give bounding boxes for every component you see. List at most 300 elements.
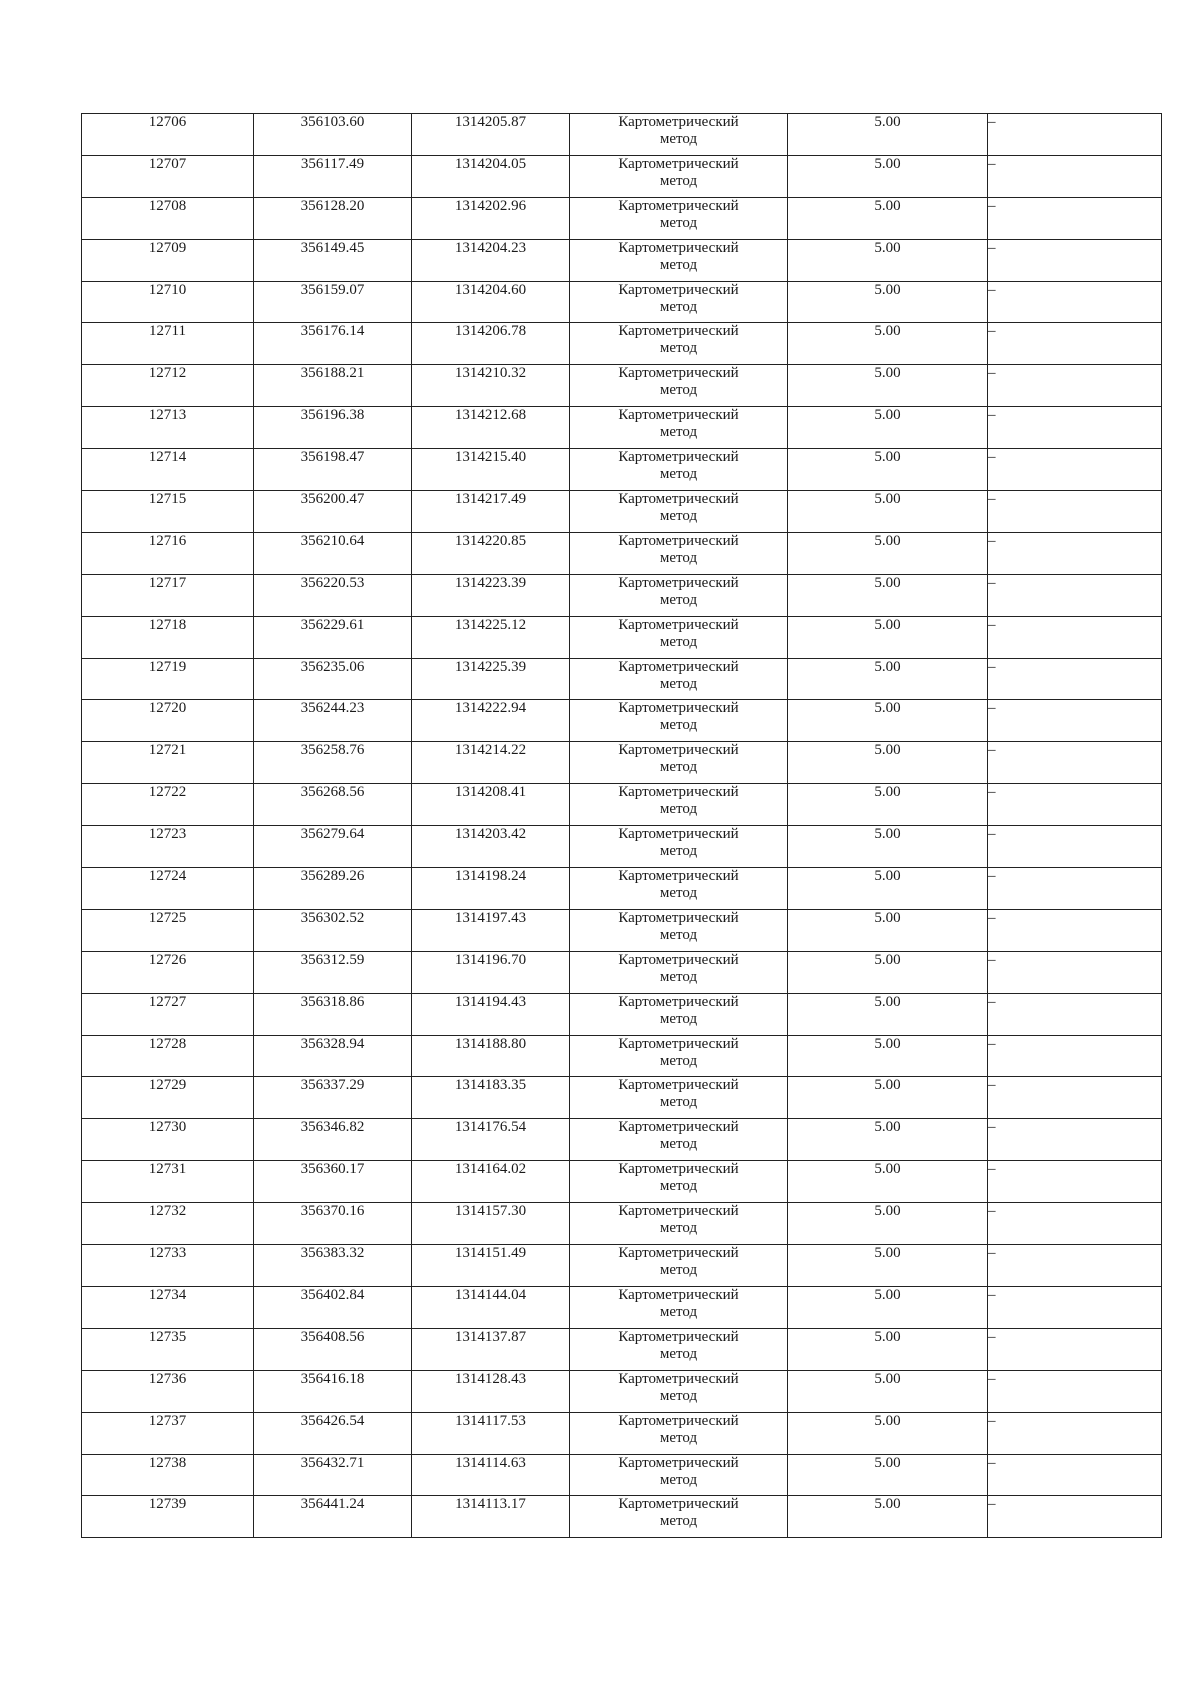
- y-coordinate-cell: 1314164.02: [412, 1161, 570, 1203]
- method-line-1: Картометрический: [618, 616, 739, 633]
- x-coordinate-cell: 356441.24: [254, 1496, 412, 1538]
- y-coordinate-cell: 1314114.63: [412, 1454, 570, 1496]
- x-coordinate-cell: 356416.18: [254, 1370, 412, 1412]
- table-row: [82, 1119, 1162, 1161]
- x-coordinate-cell: 356200.47: [254, 491, 412, 533]
- method-line-2: метод: [659, 885, 698, 902]
- method-cell: [570, 1328, 788, 1370]
- point-number-cell: 12737: [82, 1412, 254, 1454]
- point-number-cell: 12713: [82, 407, 254, 449]
- y-coordinate-cell: 1314204.60: [412, 281, 570, 323]
- method-line-1: Картометрический: [618, 700, 739, 717]
- table-row: [82, 323, 1162, 365]
- description-cell: –: [988, 1454, 1162, 1496]
- y-coordinate-cell: 1314198.24: [412, 868, 570, 910]
- method-line-1: Картометрический: [618, 239, 739, 256]
- y-coordinate-cell: 1314113.17: [412, 1496, 570, 1538]
- table-row: [82, 239, 1162, 281]
- method-cell: [570, 1119, 788, 1161]
- method-line-2: метод: [659, 298, 698, 315]
- table-row: [82, 1161, 1162, 1203]
- y-coordinate-cell: 1314225.12: [412, 616, 570, 658]
- method-line-1: Картометрический: [618, 1286, 739, 1303]
- description-cell: –: [988, 1370, 1162, 1412]
- table-row: [82, 784, 1162, 826]
- x-coordinate-cell: 356383.32: [254, 1245, 412, 1287]
- method-line-2: метод: [659, 340, 698, 357]
- y-coordinate-cell: 1314183.35: [412, 1077, 570, 1119]
- x-coordinate-cell: 356198.47: [254, 449, 412, 491]
- method-line-2: метод: [659, 1513, 698, 1530]
- accuracy-cell: 5.00: [788, 449, 988, 491]
- point-number-cell: 12738: [82, 1454, 254, 1496]
- y-coordinate-cell: 1314210.32: [412, 365, 570, 407]
- method-line-2: метод: [659, 1010, 698, 1027]
- description-cell: –: [988, 1161, 1162, 1203]
- point-number-cell: 12731: [82, 1161, 254, 1203]
- x-coordinate-cell: 356346.82: [254, 1119, 412, 1161]
- method-line-2: метод: [659, 926, 698, 943]
- accuracy-cell: 5.00: [788, 993, 988, 1035]
- x-coordinate-cell: 356370.16: [254, 1203, 412, 1245]
- method-cell: [570, 155, 788, 197]
- method-line-2: метод: [659, 131, 698, 147]
- point-number-cell: 12726: [82, 951, 254, 993]
- method-cell: [570, 1161, 788, 1203]
- description-cell: –: [988, 993, 1162, 1035]
- method-line-1: Картометрический: [618, 491, 739, 508]
- description-cell: –: [988, 1286, 1162, 1328]
- point-number-cell: 12708: [82, 197, 254, 239]
- description-cell: –: [988, 239, 1162, 281]
- table-row: [82, 1496, 1162, 1538]
- x-coordinate-cell: 356289.26: [254, 868, 412, 910]
- method-line-1: Картометрический: [618, 449, 739, 466]
- point-number-cell: 12718: [82, 616, 254, 658]
- x-coordinate-cell: 356159.07: [254, 281, 412, 323]
- point-number-cell: 12722: [82, 784, 254, 826]
- method-line-2: метод: [659, 1345, 698, 1362]
- point-number-cell: 12739: [82, 1496, 254, 1538]
- accuracy-cell: 5.00: [788, 197, 988, 239]
- method-line-1: Картометрический: [618, 1119, 739, 1136]
- method-cell: [570, 1286, 788, 1328]
- method-line-1: Картометрический: [618, 909, 739, 926]
- coordinates-table: [81, 113, 1162, 1538]
- table-row: [82, 407, 1162, 449]
- x-coordinate-cell: 356188.21: [254, 365, 412, 407]
- coordinates-table-body: [82, 114, 1162, 1538]
- point-number-cell: 12732: [82, 1203, 254, 1245]
- point-number-cell: 12725: [82, 909, 254, 951]
- table-row: [82, 1245, 1162, 1287]
- y-coordinate-cell: 1314205.87: [412, 114, 570, 156]
- method-line-2: метод: [659, 1429, 698, 1446]
- point-number-cell: 12734: [82, 1286, 254, 1328]
- x-coordinate-cell: 356149.45: [254, 239, 412, 281]
- accuracy-cell: 5.00: [788, 1077, 988, 1119]
- accuracy-cell: 5.00: [788, 281, 988, 323]
- method-cell: [570, 1035, 788, 1077]
- table-row: [82, 826, 1162, 868]
- method-cell: [570, 574, 788, 616]
- table-row: [82, 868, 1162, 910]
- method-line-1: Картометрический: [618, 826, 739, 843]
- description-cell: –: [988, 700, 1162, 742]
- y-coordinate-cell: 1314220.85: [412, 532, 570, 574]
- method-line-2: метод: [659, 214, 698, 231]
- method-line-2: метод: [659, 508, 698, 525]
- accuracy-cell: 5.00: [788, 1035, 988, 1077]
- method-line-1: Картометрический: [618, 868, 739, 885]
- y-coordinate-cell: 1314202.96: [412, 197, 570, 239]
- table-row: [82, 1286, 1162, 1328]
- point-number-cell: 12727: [82, 993, 254, 1035]
- method-line-2: метод: [659, 1178, 698, 1195]
- method-line-2: метод: [659, 382, 698, 399]
- point-number-cell: 12728: [82, 1035, 254, 1077]
- method-line-2: метод: [659, 968, 698, 985]
- method-line-1: Картометрический: [618, 155, 739, 172]
- x-coordinate-cell: 356328.94: [254, 1035, 412, 1077]
- method-cell: [570, 491, 788, 533]
- description-cell: –: [988, 114, 1162, 156]
- method-cell: [570, 114, 788, 156]
- y-coordinate-cell: 1314203.42: [412, 826, 570, 868]
- description-cell: –: [988, 155, 1162, 197]
- method-line-1: Картометрический: [618, 407, 739, 424]
- accuracy-cell: 5.00: [788, 1119, 988, 1161]
- point-number-cell: 12721: [82, 742, 254, 784]
- table-row: [82, 1203, 1162, 1245]
- method-cell: [570, 742, 788, 784]
- accuracy-cell: 5.00: [788, 239, 988, 281]
- x-coordinate-cell: 356318.86: [254, 993, 412, 1035]
- accuracy-cell: 5.00: [788, 616, 988, 658]
- table-row: [82, 365, 1162, 407]
- method-cell: [570, 951, 788, 993]
- table-row: [82, 1077, 1162, 1119]
- table-row: [82, 281, 1162, 323]
- point-number-cell: 12706: [82, 114, 254, 156]
- description-cell: –: [988, 323, 1162, 365]
- method-line-2: метод: [659, 801, 698, 818]
- method-line-2: метод: [659, 1094, 698, 1111]
- table-row: [82, 491, 1162, 533]
- method-line-1: Картометрический: [618, 1035, 739, 1052]
- accuracy-cell: 5.00: [788, 114, 988, 156]
- x-coordinate-cell: 356229.61: [254, 616, 412, 658]
- description-cell: –: [988, 1245, 1162, 1287]
- y-coordinate-cell: 1314144.04: [412, 1286, 570, 1328]
- method-cell: [570, 449, 788, 491]
- y-coordinate-cell: 1314151.49: [412, 1245, 570, 1287]
- accuracy-cell: 5.00: [788, 532, 988, 574]
- point-number-cell: 12735: [82, 1328, 254, 1370]
- description-cell: –: [988, 868, 1162, 910]
- x-coordinate-cell: 356103.60: [254, 114, 412, 156]
- method-cell: [570, 1245, 788, 1287]
- table-row: [82, 1454, 1162, 1496]
- method-line-1: Картометрический: [618, 532, 739, 549]
- method-line-1: Картометрический: [618, 323, 739, 340]
- accuracy-cell: 5.00: [788, 1286, 988, 1328]
- method-line-1: Картометрический: [618, 658, 739, 675]
- accuracy-cell: 5.00: [788, 826, 988, 868]
- accuracy-cell: 5.00: [788, 407, 988, 449]
- point-number-cell: 12719: [82, 658, 254, 700]
- description-cell: –: [988, 1412, 1162, 1454]
- point-number-cell: 12733: [82, 1245, 254, 1287]
- x-coordinate-cell: 356432.71: [254, 1454, 412, 1496]
- x-coordinate-cell: 356279.64: [254, 826, 412, 868]
- description-cell: –: [988, 951, 1162, 993]
- description-cell: –: [988, 532, 1162, 574]
- method-line-2: метод: [659, 675, 698, 692]
- x-coordinate-cell: 356268.56: [254, 784, 412, 826]
- method-cell: [570, 909, 788, 951]
- table-row: [82, 742, 1162, 784]
- table-row: [82, 1035, 1162, 1077]
- y-coordinate-cell: 1314197.43: [412, 909, 570, 951]
- method-line-1: Картометрический: [618, 574, 739, 591]
- method-cell: [570, 616, 788, 658]
- accuracy-cell: 5.00: [788, 1161, 988, 1203]
- x-coordinate-cell: 356258.76: [254, 742, 412, 784]
- method-cell: [570, 1454, 788, 1496]
- method-cell: [570, 658, 788, 700]
- method-line-2: метод: [659, 843, 698, 860]
- accuracy-cell: 5.00: [788, 784, 988, 826]
- accuracy-cell: 5.00: [788, 491, 988, 533]
- accuracy-cell: 5.00: [788, 365, 988, 407]
- table-row: [82, 616, 1162, 658]
- point-number-cell: 12715: [82, 491, 254, 533]
- method-cell: [570, 993, 788, 1035]
- y-coordinate-cell: 1314225.39: [412, 658, 570, 700]
- accuracy-cell: 5.00: [788, 1328, 988, 1370]
- method-line-1: Картометрический: [618, 1496, 739, 1513]
- y-coordinate-cell: 1314194.43: [412, 993, 570, 1035]
- table-row: [82, 1370, 1162, 1412]
- table-row: [82, 909, 1162, 951]
- method-line-1: Картометрический: [618, 1245, 739, 1262]
- table-row: [82, 1412, 1162, 1454]
- method-line-1: Картометрический: [618, 1203, 739, 1220]
- description-cell: –: [988, 281, 1162, 323]
- y-coordinate-cell: 1314222.94: [412, 700, 570, 742]
- method-line-2: метод: [659, 1387, 698, 1404]
- method-line-1: Картометрический: [618, 1412, 739, 1429]
- description-cell: –: [988, 742, 1162, 784]
- y-coordinate-cell: 1314137.87: [412, 1328, 570, 1370]
- method-cell: [570, 197, 788, 239]
- description-cell: –: [988, 1203, 1162, 1245]
- method-line-2: метод: [659, 759, 698, 776]
- method-line-2: метод: [659, 1471, 698, 1488]
- y-coordinate-cell: 1314217.49: [412, 491, 570, 533]
- method-cell: [570, 1496, 788, 1538]
- accuracy-cell: 5.00: [788, 574, 988, 616]
- x-coordinate-cell: 356244.23: [254, 700, 412, 742]
- table-row: [82, 197, 1162, 239]
- point-number-cell: 12709: [82, 239, 254, 281]
- method-cell: [570, 532, 788, 574]
- y-coordinate-cell: 1314223.39: [412, 574, 570, 616]
- table-row: [82, 449, 1162, 491]
- y-coordinate-cell: 1314204.23: [412, 239, 570, 281]
- point-number-cell: 12710: [82, 281, 254, 323]
- description-cell: –: [988, 407, 1162, 449]
- accuracy-cell: 5.00: [788, 700, 988, 742]
- x-coordinate-cell: 356408.56: [254, 1328, 412, 1370]
- method-line-2: метод: [659, 256, 698, 273]
- accuracy-cell: 5.00: [788, 1496, 988, 1538]
- x-coordinate-cell: 356210.64: [254, 532, 412, 574]
- method-line-1: Картометрический: [618, 784, 739, 801]
- point-number-cell: 12720: [82, 700, 254, 742]
- table-row: [82, 532, 1162, 574]
- point-number-cell: 12716: [82, 532, 254, 574]
- x-coordinate-cell: 356128.20: [254, 197, 412, 239]
- description-cell: –: [988, 826, 1162, 868]
- description-cell: –: [988, 197, 1162, 239]
- y-coordinate-cell: 1314204.05: [412, 155, 570, 197]
- accuracy-cell: 5.00: [788, 1454, 988, 1496]
- description-cell: –: [988, 616, 1162, 658]
- accuracy-cell: 5.00: [788, 742, 988, 784]
- accuracy-cell: 5.00: [788, 323, 988, 365]
- accuracy-cell: 5.00: [788, 868, 988, 910]
- method-line-2: метод: [659, 549, 698, 566]
- y-coordinate-cell: 1314176.54: [412, 1119, 570, 1161]
- method-line-2: метод: [659, 1052, 698, 1069]
- y-coordinate-cell: 1314206.78: [412, 323, 570, 365]
- x-coordinate-cell: 356426.54: [254, 1412, 412, 1454]
- table-row: [82, 658, 1162, 700]
- accuracy-cell: 5.00: [788, 155, 988, 197]
- method-line-2: метод: [659, 591, 698, 608]
- y-coordinate-cell: 1314212.68: [412, 407, 570, 449]
- description-cell: –: [988, 1035, 1162, 1077]
- method-line-1: Картометрический: [618, 951, 739, 968]
- accuracy-cell: 5.00: [788, 1245, 988, 1287]
- point-number-cell: 12736: [82, 1370, 254, 1412]
- x-coordinate-cell: 356176.14: [254, 323, 412, 365]
- point-number-cell: 12711: [82, 323, 254, 365]
- method-cell: [570, 784, 788, 826]
- method-line-1: Картометрический: [618, 281, 739, 298]
- y-coordinate-cell: 1314215.40: [412, 449, 570, 491]
- description-cell: –: [988, 1328, 1162, 1370]
- description-cell: –: [988, 1077, 1162, 1119]
- table-row: [82, 114, 1162, 156]
- accuracy-cell: 5.00: [788, 1412, 988, 1454]
- point-number-cell: 12714: [82, 449, 254, 491]
- method-line-2: метод: [659, 466, 698, 483]
- method-line-1: Картометрический: [618, 1454, 739, 1471]
- y-coordinate-cell: 1314196.70: [412, 951, 570, 993]
- method-line-1: Картометрический: [618, 1370, 739, 1387]
- y-coordinate-cell: 1314208.41: [412, 784, 570, 826]
- point-number-cell: 12729: [82, 1077, 254, 1119]
- method-line-2: метод: [659, 1303, 698, 1320]
- method-line-1: Картометрический: [618, 993, 739, 1010]
- point-number-cell: 12730: [82, 1119, 254, 1161]
- method-cell: [570, 1370, 788, 1412]
- point-number-cell: 12712: [82, 365, 254, 407]
- x-coordinate-cell: 356196.38: [254, 407, 412, 449]
- description-cell: –: [988, 658, 1162, 700]
- x-coordinate-cell: 356402.84: [254, 1286, 412, 1328]
- y-coordinate-cell: 1314214.22: [412, 742, 570, 784]
- point-number-cell: 12707: [82, 155, 254, 197]
- point-number-cell: 12717: [82, 574, 254, 616]
- method-line-2: метод: [659, 717, 698, 734]
- method-line-1: Картометрический: [618, 742, 739, 759]
- method-cell: [570, 826, 788, 868]
- x-coordinate-cell: 356337.29: [254, 1077, 412, 1119]
- method-line-2: метод: [659, 424, 698, 441]
- description-cell: –: [988, 1119, 1162, 1161]
- accuracy-cell: 5.00: [788, 909, 988, 951]
- method-line-1: Картометрический: [618, 1328, 739, 1345]
- method-cell: [570, 700, 788, 742]
- point-number-cell: 12723: [82, 826, 254, 868]
- table-row: [82, 155, 1162, 197]
- accuracy-cell: 5.00: [788, 951, 988, 993]
- accuracy-cell: 5.00: [788, 658, 988, 700]
- description-cell: –: [988, 365, 1162, 407]
- method-cell: [570, 281, 788, 323]
- method-cell: [570, 1203, 788, 1245]
- method-line-1: Картометрический: [618, 197, 739, 214]
- method-line-1: Картометрический: [618, 1077, 739, 1094]
- method-cell: [570, 239, 788, 281]
- accuracy-cell: 5.00: [788, 1203, 988, 1245]
- method-cell: [570, 1077, 788, 1119]
- method-cell: [570, 365, 788, 407]
- accuracy-cell: 5.00: [788, 1370, 988, 1412]
- method-line-1: Картометрический: [618, 114, 739, 130]
- y-coordinate-cell: 1314128.43: [412, 1370, 570, 1412]
- method-line-2: метод: [659, 1220, 698, 1237]
- table-row: [82, 700, 1162, 742]
- method-line-2: метод: [659, 1262, 698, 1279]
- table-row: [82, 951, 1162, 993]
- method-line-1: Картометрический: [618, 1161, 739, 1178]
- method-cell: [570, 323, 788, 365]
- y-coordinate-cell: 1314157.30: [412, 1203, 570, 1245]
- method-cell: [570, 868, 788, 910]
- method-line-2: метод: [659, 1136, 698, 1153]
- method-cell: [570, 407, 788, 449]
- table-row: [82, 1328, 1162, 1370]
- description-cell: –: [988, 491, 1162, 533]
- method-line-2: метод: [659, 633, 698, 650]
- table-row: [82, 993, 1162, 1035]
- description-cell: –: [988, 1496, 1162, 1538]
- method-cell: [570, 1412, 788, 1454]
- description-cell: –: [988, 449, 1162, 491]
- description-cell: –: [988, 909, 1162, 951]
- x-coordinate-cell: 356312.59: [254, 951, 412, 993]
- description-cell: –: [988, 574, 1162, 616]
- description-cell: –: [988, 784, 1162, 826]
- point-number-cell: 12724: [82, 868, 254, 910]
- x-coordinate-cell: 356220.53: [254, 574, 412, 616]
- x-coordinate-cell: 356117.49: [254, 155, 412, 197]
